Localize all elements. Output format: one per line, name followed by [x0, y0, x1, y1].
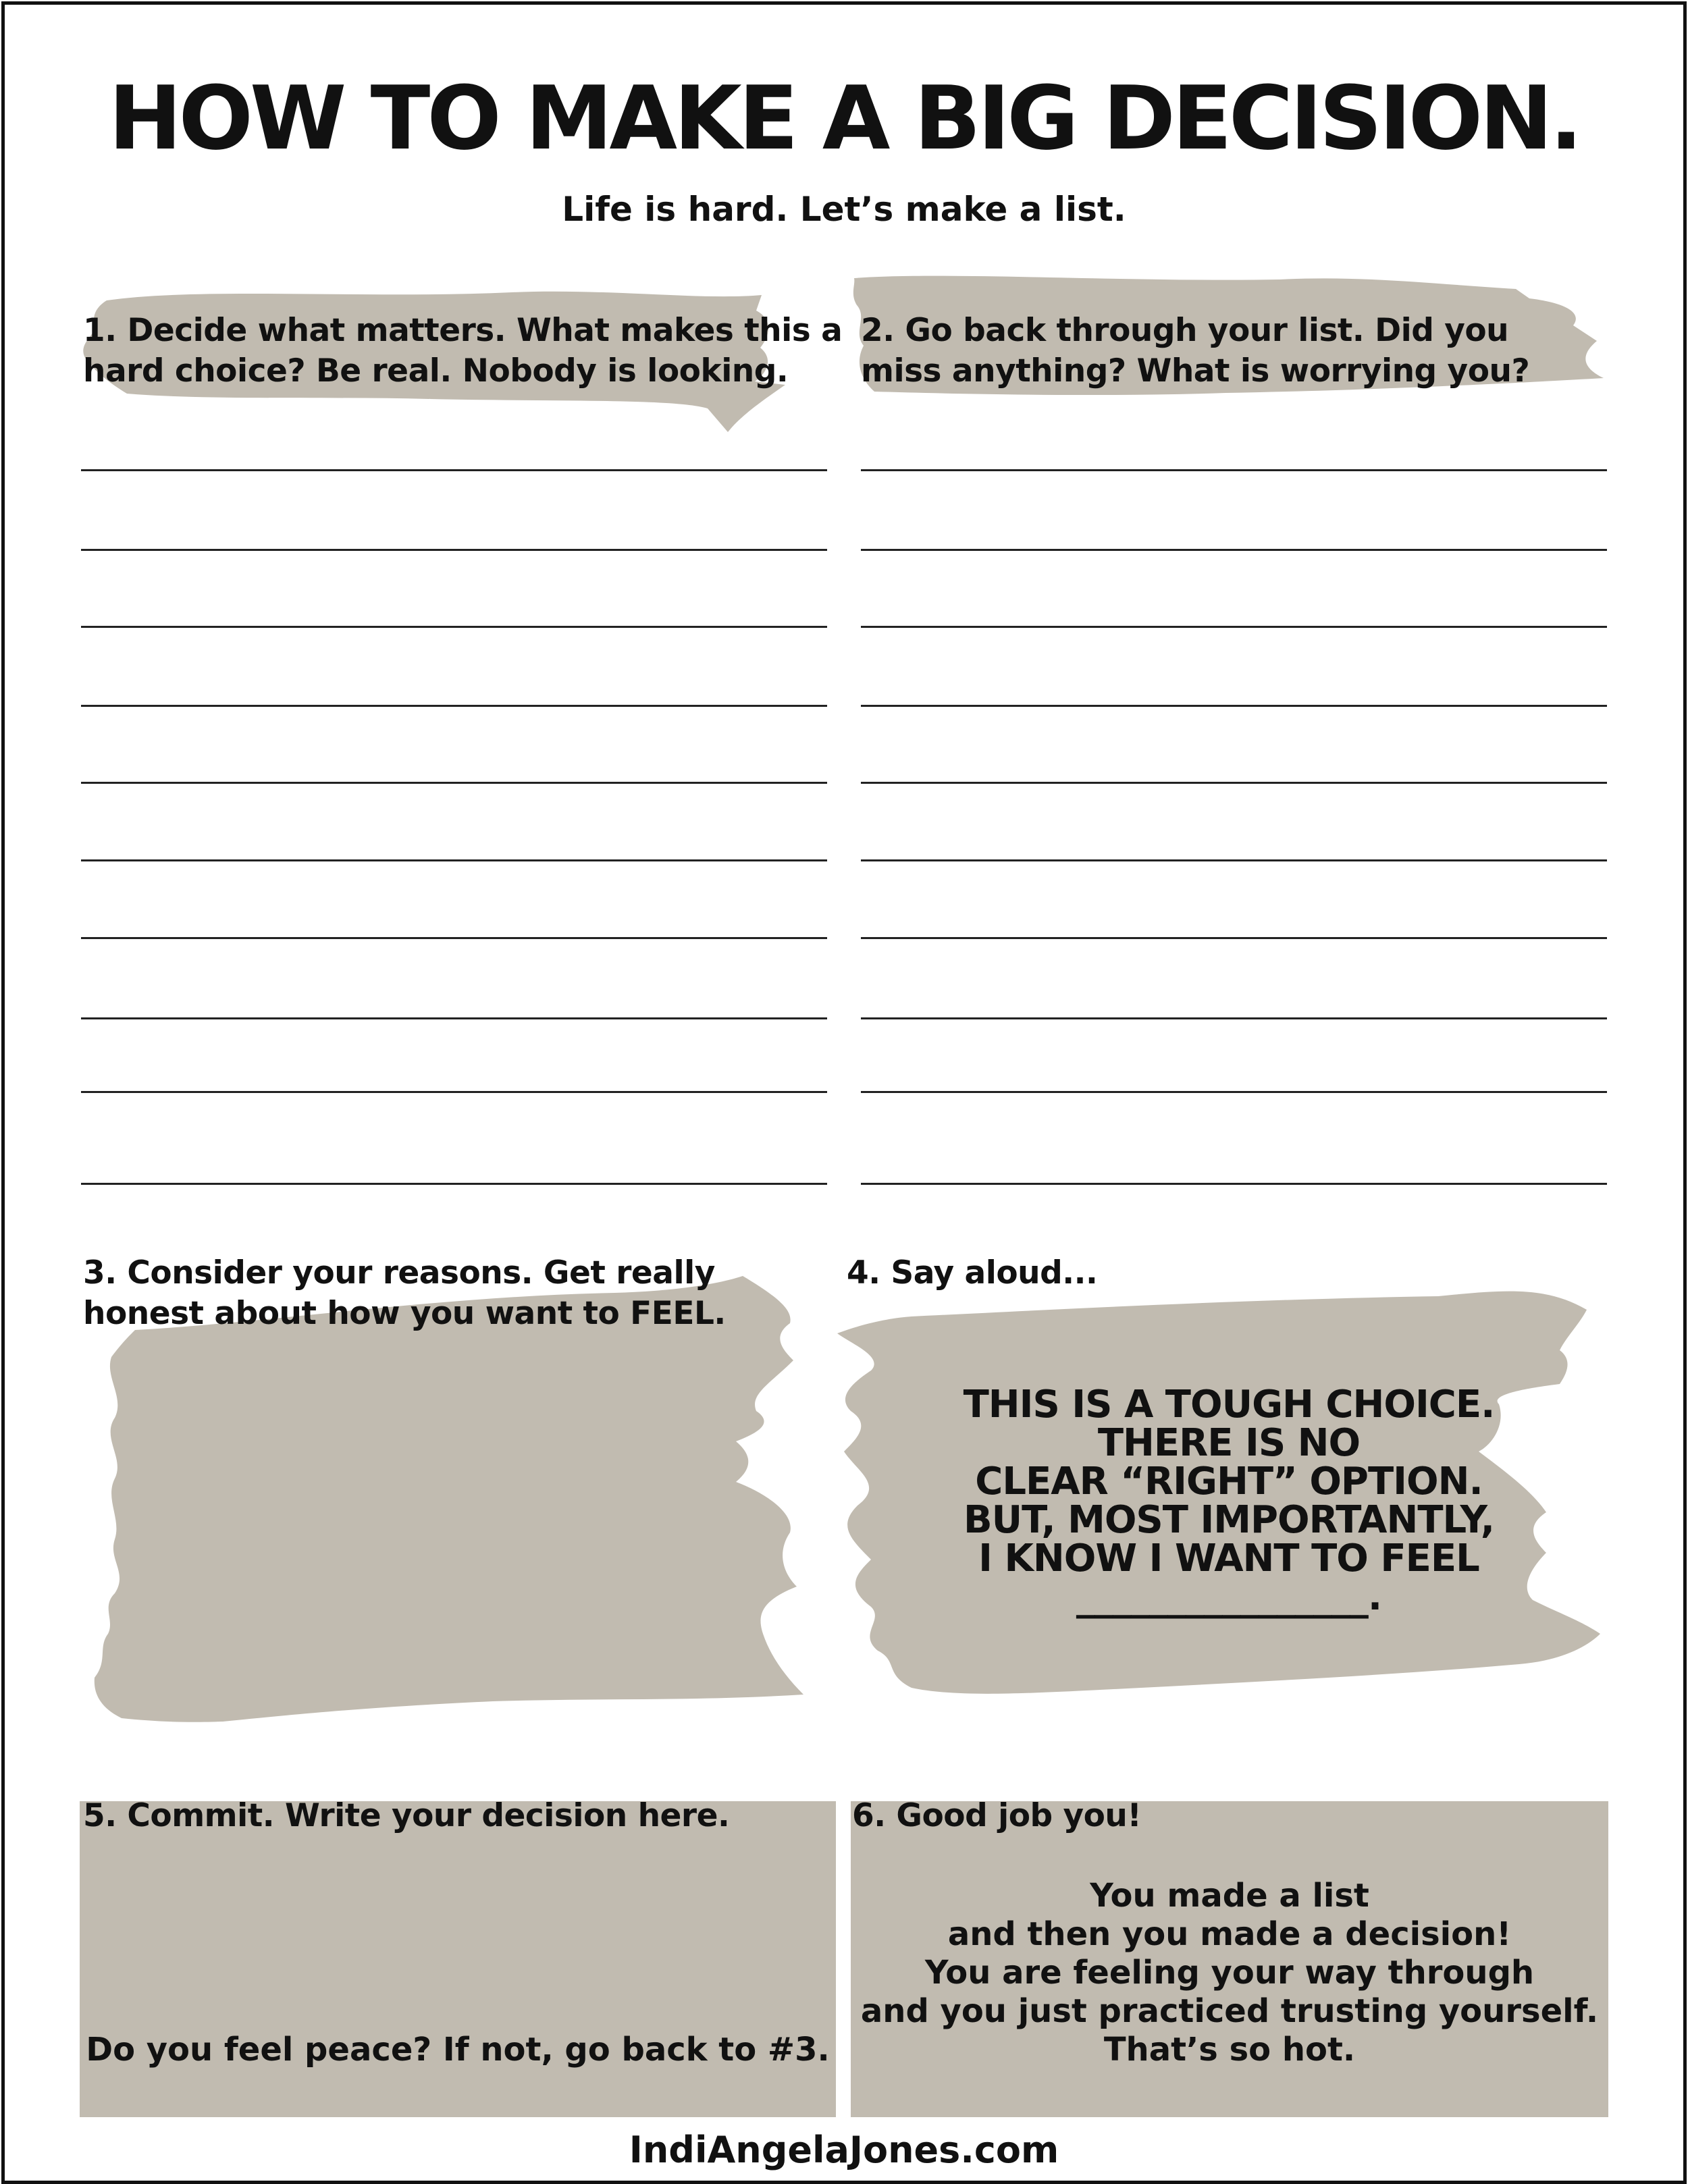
affirmation-blank: ________________. — [1076, 1575, 1382, 1619]
affirmation-line: THIS IS A TOUGH CHOICE. — [963, 1383, 1495, 1427]
affirmation-line: BUT, MOST IMPORTANTLY, — [963, 1498, 1495, 1542]
section-2-line: miss anything? What is worrying you? — [861, 352, 1530, 390]
section-3-line: honest about how you want to FEEL. — [83, 1295, 726, 1332]
section-3-line: 3. Consider your reasons. Get really — [83, 1254, 715, 1291]
writing-line[interactable] — [81, 859, 827, 861]
praise-message — [851, 1877, 1608, 2069]
writing-line[interactable] — [81, 469, 827, 471]
writing-line[interactable] — [861, 469, 1607, 471]
writing-line[interactable] — [861, 937, 1607, 939]
section-5-heading: 5. Commit. Write your decision here. — [83, 1797, 730, 1834]
writing-line[interactable] — [861, 705, 1607, 707]
writing-line[interactable] — [861, 782, 1607, 784]
praise-line: You are feeling your way through — [924, 1954, 1535, 1992]
peace-question: Do you feel peace? If not, go back to #3. — [86, 2031, 830, 2069]
section-3-prompt — [83, 1253, 726, 1334]
section-1-line: 1. Decide what matters. What makes this a — [83, 312, 843, 349]
writing-line[interactable] — [81, 937, 827, 939]
writing-line[interactable] — [861, 1183, 1607, 1185]
praise-line: and then you made a decision! — [947, 1915, 1512, 1953]
praise-line: That’s so hot. — [1103, 2031, 1356, 2069]
page-subtitle: Life is hard. Let’s make a list. — [562, 190, 1126, 229]
affirmation-line: I KNOW I WANT TO FEEL — [978, 1537, 1479, 1580]
writing-line[interactable] — [81, 1091, 827, 1093]
praise-line: You made a list — [1090, 1877, 1369, 1915]
praise-line: and you just practiced trusting yourself. — [860, 1992, 1599, 2030]
writing-line[interactable] — [861, 1091, 1607, 1093]
footer-website[interactable]: IndiAngelaJones.com — [629, 2129, 1059, 2171]
writing-line[interactable] — [861, 549, 1607, 551]
writing-line[interactable] — [81, 1017, 827, 1019]
writing-line[interactable] — [81, 1183, 827, 1185]
writing-line[interactable] — [861, 859, 1607, 861]
writing-line[interactable] — [81, 782, 827, 784]
writing-line[interactable] — [861, 1017, 1607, 1019]
writing-line[interactable] — [81, 549, 827, 551]
writing-line[interactable] — [81, 626, 827, 628]
affirmation-line: CLEAR “RIGHT” OPTION. — [975, 1460, 1483, 1503]
page-title: HOW TO MAKE A BIG DECISION. — [108, 67, 1580, 169]
affirmation-line: THERE IS NO — [1097, 1421, 1361, 1465]
section-1-line: hard choice? Be real. Nobody is looking. — [83, 352, 789, 390]
section-6-heading: 6. Good job you! — [852, 1797, 1142, 1834]
section-1-prompt — [83, 311, 842, 392]
writing-line[interactable] — [81, 705, 827, 707]
section-4-heading: 4. Say aloud... — [847, 1254, 1098, 1291]
section-2-line: 2. Go back through your list. Did you — [861, 312, 1509, 349]
affirmation-text — [878, 1383, 1580, 1619]
writing-line[interactable] — [861, 626, 1607, 628]
section-2-prompt — [861, 311, 1529, 392]
